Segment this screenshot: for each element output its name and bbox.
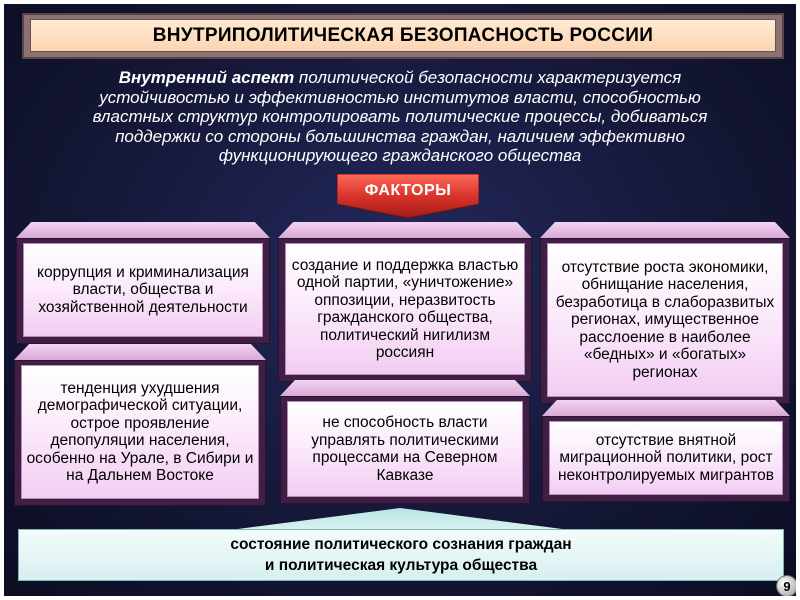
title-bar bbox=[22, 13, 784, 59]
factor-text: коррупция и криминализация власти, общества и хозяйственной деятельности bbox=[23, 243, 263, 337]
factor-text: не способность власти управлять политическими процессами на Северном Кавказе bbox=[287, 401, 523, 497]
intro-lead: Внутренний аспект bbox=[118, 68, 295, 87]
factor-box-migration bbox=[542, 400, 790, 502]
box-top-bevel bbox=[280, 380, 530, 396]
factors-label: ФАКТОРЫ bbox=[364, 182, 452, 199]
intro-line-1 bbox=[44, 68, 756, 88]
bottom-line-1: состояние политического сознания граждан bbox=[230, 536, 572, 553]
factor-box-caucasus bbox=[280, 380, 530, 504]
factor-text: создание и поддержка властью одной партии, «уничтожение» оппозиции, неразвитость гражданского общества, политический нигилизм россиян bbox=[285, 243, 525, 375]
factor-text: отсутствие роста экономики, обнищание населения, безработица в слаборазвитых регионах, имущественное расслоение в наиболее «бедных» и «богатых» регионах bbox=[547, 243, 783, 397]
box-face bbox=[280, 396, 530, 504]
box-top-bevel bbox=[278, 222, 532, 238]
box-top-bevel bbox=[16, 222, 270, 238]
intro-line-2: устойчивостью и эффективностью институтов власти, способностью bbox=[99, 87, 701, 107]
box-top-bevel bbox=[14, 344, 266, 360]
box-face bbox=[542, 416, 790, 502]
intro-text bbox=[44, 68, 756, 166]
box-face bbox=[14, 360, 266, 506]
factor-box-one-party bbox=[278, 222, 532, 382]
factor-text: тенденция ухудшения демографической ситуации, острое проявление депопуляции населения, особенно на Урале, в Сибири и на Дальнем Востоке bbox=[21, 365, 259, 499]
bottom-conclusion-box bbox=[18, 529, 784, 581]
bottom-line-2: и политическая культура общества bbox=[264, 557, 538, 574]
box-top-bevel bbox=[542, 400, 790, 416]
factor-box-demography bbox=[14, 344, 266, 506]
intro-line-3: властных структур контролировать политические процессы, добиваться bbox=[92, 107, 708, 126]
box-top-bevel bbox=[540, 222, 790, 238]
box-face bbox=[278, 238, 532, 382]
factor-text: отсутствие внятной миграционной политики, рост неконтролируемых мигрантов bbox=[549, 421, 783, 495]
box-face bbox=[16, 238, 270, 344]
page-title: ВНУТРИПОЛИТИЧЕСКАЯ БЕЗОПАСНОСТЬ РОССИИ bbox=[30, 19, 776, 52]
intro-line-1-rest: политической безопасности характеризуется bbox=[294, 68, 682, 87]
factor-box-corruption bbox=[16, 222, 270, 344]
intro-line-4: поддержки со стороны большинства граждан, наличием эффективно bbox=[115, 126, 685, 146]
page-number-badge: 9 bbox=[777, 576, 796, 596]
slide bbox=[4, 4, 796, 596]
factor-box-economy bbox=[540, 222, 790, 404]
intro-line-5: функционирующего гражданского общества bbox=[218, 146, 582, 165]
box-face bbox=[540, 238, 790, 404]
